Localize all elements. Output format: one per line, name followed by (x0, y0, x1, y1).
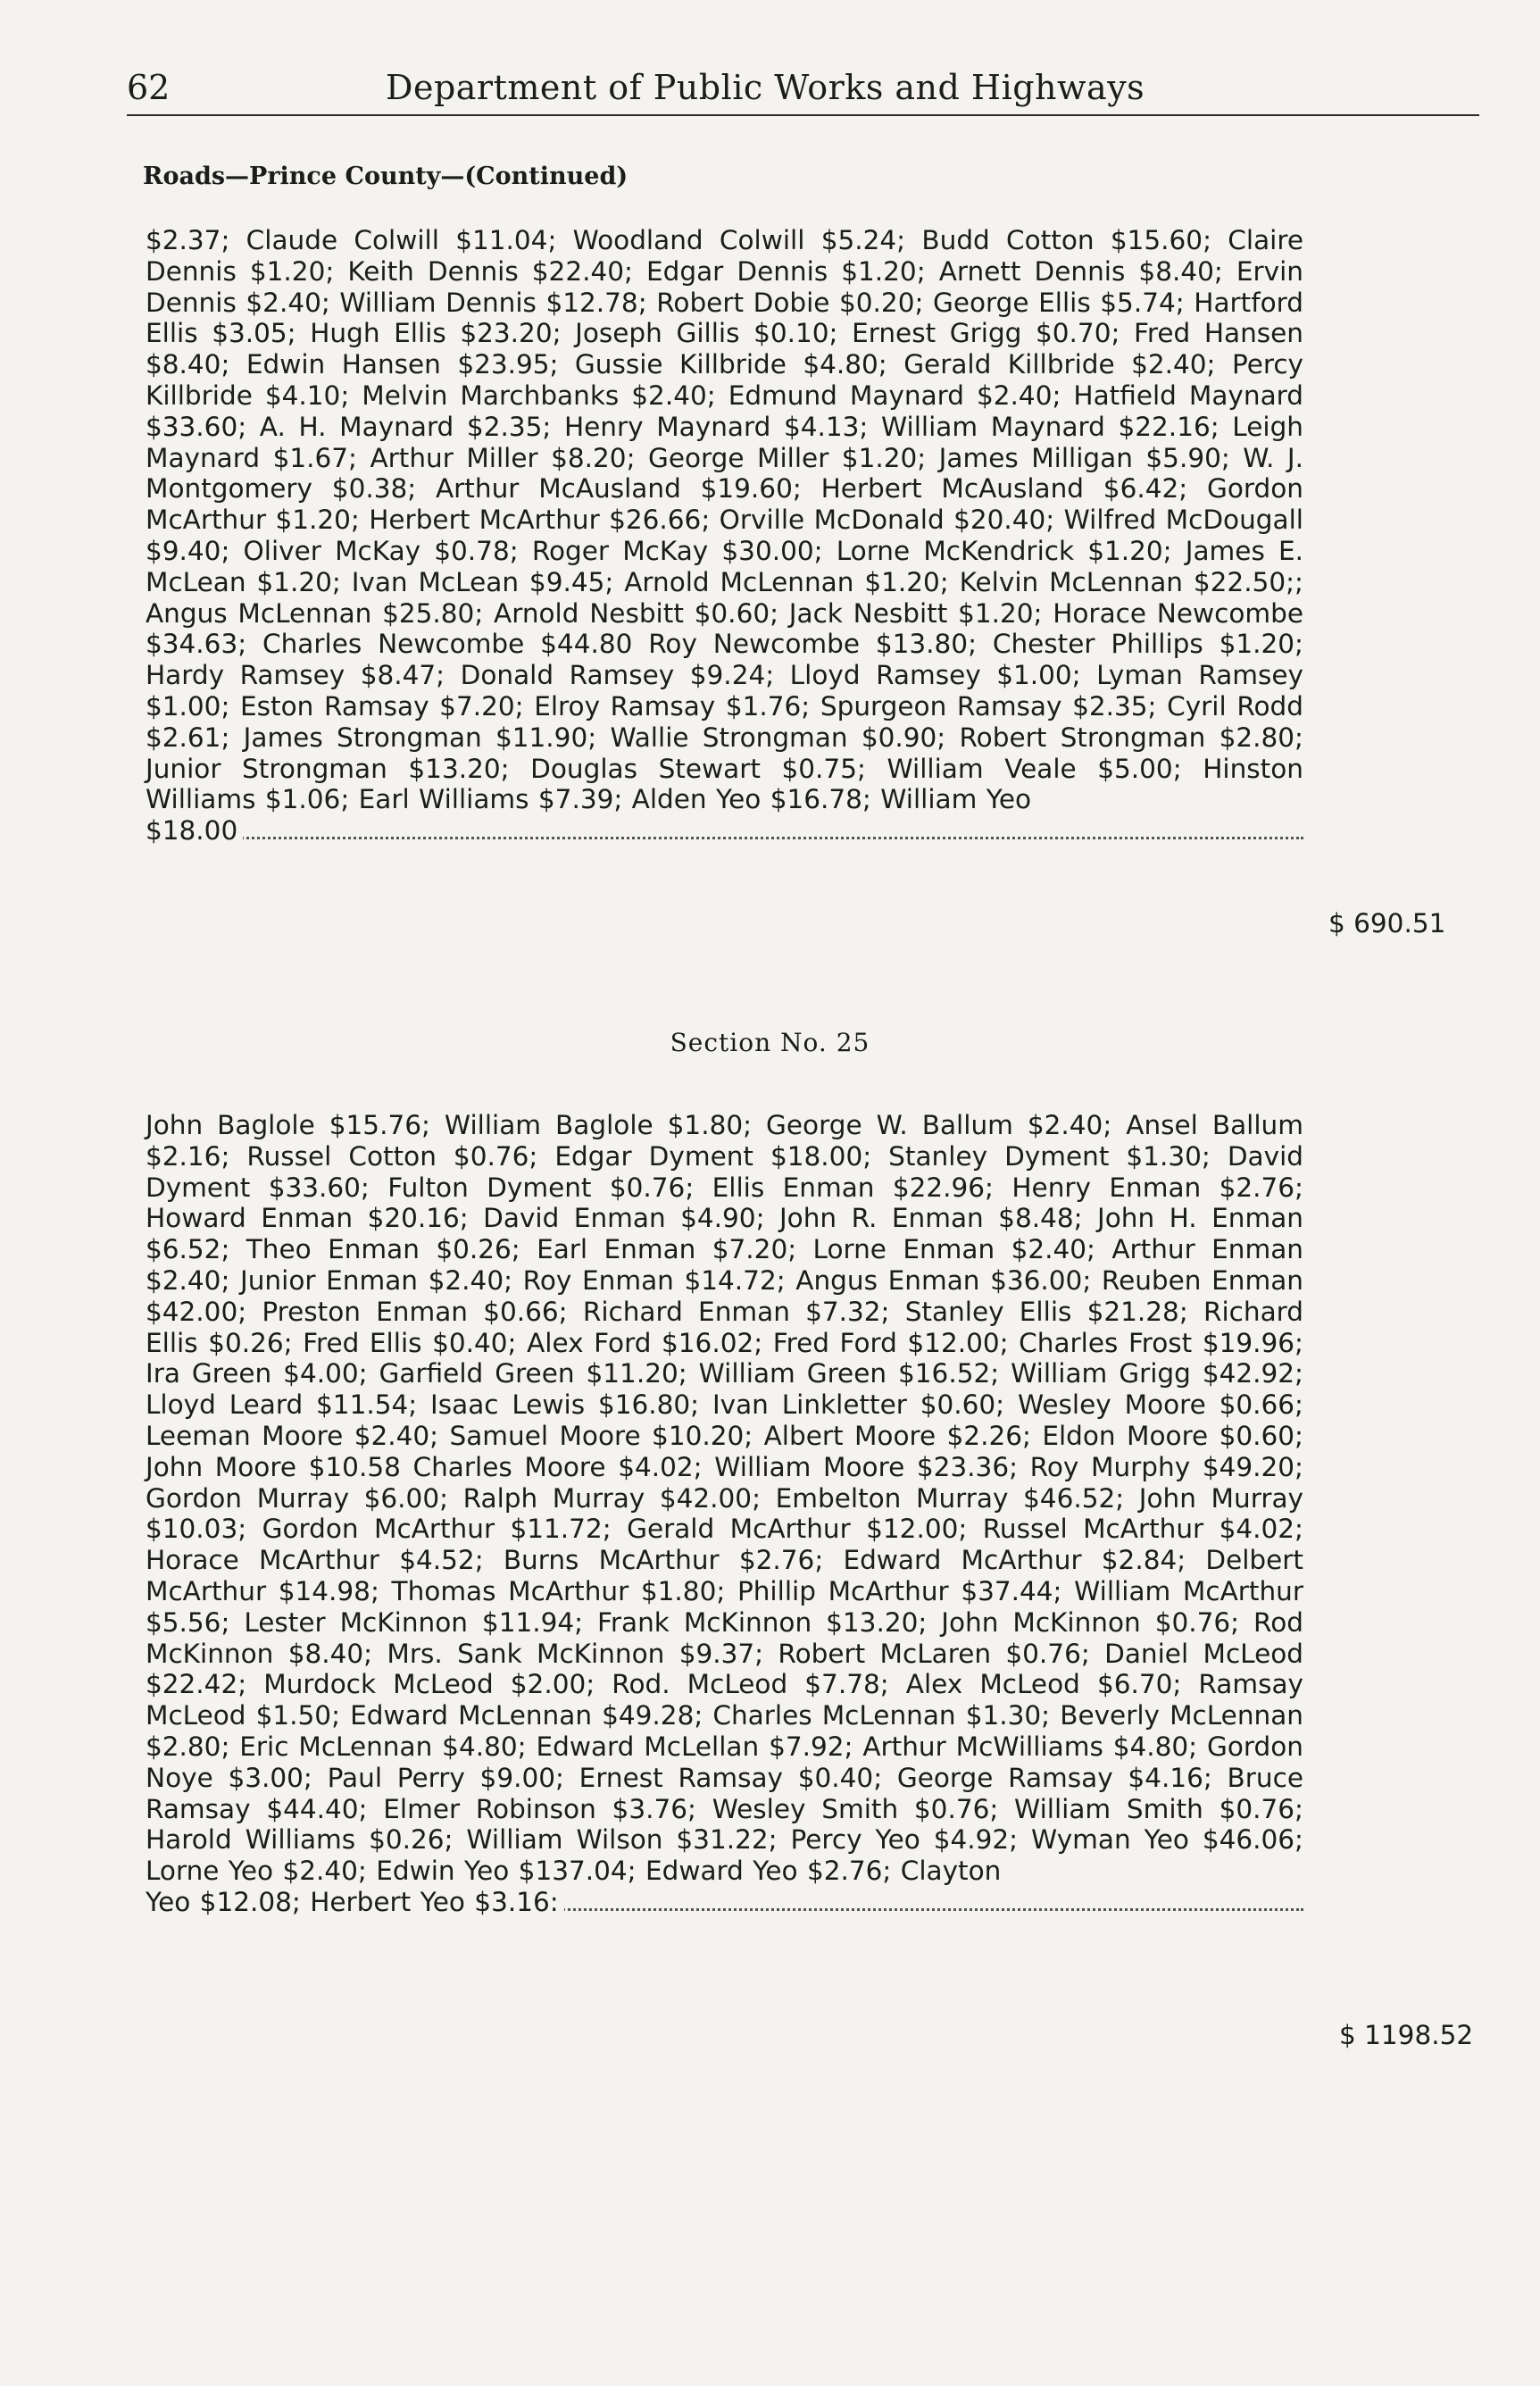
payment-list-section-two (146, 1110, 1303, 1918)
running-title: Department of Public Works and Highways (386, 68, 1145, 107)
section-total: $ 1198.52 (1339, 2020, 1474, 2050)
dot-leader (146, 837, 1303, 839)
continued-heading: Roads—Prince County—(Continued) (143, 163, 628, 190)
last-line-text: Yeo $12.08; Herbert Yeo $3.16: (146, 1887, 564, 1918)
page-header (127, 63, 1479, 113)
page-number: 62 (127, 68, 171, 107)
section-heading: Section No. 25 (670, 1028, 870, 1057)
payment-list-last-line (146, 1887, 1303, 1918)
header-rule (127, 114, 1479, 116)
payment-list-section-one (146, 225, 1303, 847)
payment-list-body: John Baglole $15.76; William Baglole $1.80; George W. Ballum $2.40; Ansel Ballum $2.16; Russel Cotton $0.76; Edgar Dyment $18.00; Stanley Dyment $1.30; David Dyment $33.60; Fulton Dyment $0.76; Ellis Enman $22.96; Henry Enman $2.76; Howard Enman $20.16; David Enman $4.90; John R. Enman $8.48; John H. Enman $6.52; Theo Enman $0.26; Earl Enman $7.20; Lorne Enman $2.40; Arthur Enman $2.40; Junior Enman $2.40; Roy Enman $14.72; Angus Enman $36.00; Reuben Enman $42.00; Preston Enman $0.66; Richard Enman $7.32; Stanley Ellis $21.28; Richard Ellis $0.26; Fred Ellis $0.40; Alex Ford $16.02; Fred Ford $12.00; Charles Frost $19.96; Ira Green $4.00; Garfield Green $11.20; William Green $16.52; William Grigg $42.92; Lloyd Leard $11.54; Isaac Lewis $16.80; Ivan Linkletter $0.60; Wesley Moore $0.66; Leeman Moore $2.40; Samuel Moore $10.20; Albert Moore $2.26; Eldon Moore $0.60; John Moore $10.58 Charles Moore $4.02; William Moore $23.36; Roy Murphy $49.20; Gordon Murray $6.00; Ralph Murray $42.00; Embelton Murray $46.52; John Murray $10.03; Gordon McArthur $11.72; Gerald McArthur $12.00; Russel McArthur $4.02; Horace McArthur $4.52; Burns McArthur $2.76; Edward McArthur $2.84; Delbert McArthur $14.98; Thomas McArthur $1.80; Phillip McArthur $37.44; William McArthur $5.56; Lester McKinnon $11.94; Frank McKinnon $13.20; John McKinnon $0.76; Rod McKinnon $8.40; Mrs. Sank McKinnon $9.37; Robert McLaren $0.76; Daniel McLeod $22.42; Murdock McLeod $2.00; Rod. McLeod $7.78; Alex McLeod $6.70; Ramsay McLeod $1.50; Edward McLennan $49.28; Charles McLennan $1.30; Beverly McLennan $2.80; Eric McLennan $4.80; Edward McLellan $7.92; Arthur McWilliams $4.80; Gordon Noye $3.00; Paul Perry $9.00; Ernest Ramsay $0.40; George Ramsay $4.16; Bruce Ramsay $44.40; Elmer Robinson $3.76; Wesley Smith $0.76; William Smith $0.76; Harold Williams $0.26; William Wilson $31.22; Percy Yeo $4.92; Wyman Yeo $46.06; Lorne Yeo $2.40; Edwin Yeo $137.04; Edward Yeo $2.76; Clayton (146, 1110, 1303, 1887)
last-line-text: $18.00 (146, 815, 243, 847)
section-total: $ 690.51 (1328, 908, 1446, 939)
payment-list-body: $2.37; Claude Colwill $11.04; Woodland Colwill $5.24; Budd Cotton $15.60; Claire Dennis $1.20; Keith Dennis $22.40; Edgar Dennis $1.20; Arnett Dennis $8.40; Ervin Dennis $2.40; William Dennis $12.78; Robert Dobie $0.20; George Ellis $5.74; Hartford Ellis $3.05; Hugh Ellis $23.20; Joseph Gillis $0.10; Ernest Grigg $0.70; Fred Hansen $8.40; Edwin Hansen $23.95; Gussie Killbride $4.80; Gerald Killbride $2.40; Percy Killbride $4.10; Melvin Marchbanks $2.40; Edmund Maynard $2.40; Hatfield Maynard $33.60; A. H. Maynard $2.35; Henry Maynard $4.13; William Maynard $22.16; Leigh Maynard $1.67; Arthur Miller $8.20; George Miller $1.20; James Milligan $5.90; W. J. Montgomery $0.38; Arthur McAusland $19.60; Herbert McAusland $6.42; Gordon McArthur $1.20; Herbert McArthur $26.66; Orville McDonald $20.40; Wilfred McDougall $9.40; Oliver McKay $0.78; Roger McKay $30.00; Lorne McKendrick $1.20; James E. McLean $1.20; Ivan McLean $9.45; Arnold McLennan $1.20; Kelvin McLennan $22.50;; Angus McLennan $25.80; Arnold Nesbitt $0.60; Jack Nesbitt $1.20; Horace Newcombe $34.63; Charles Newcombe $44.80 Roy Newcombe $13.80; Chester Phillips $1.20; Hardy Ramsey $8.47; Donald Ramsey $9.24; Lloyd Ramsey $1.00; Lyman Ramsey $1.00; Eston Ramsay $7.20; Elroy Ramsay $1.76; Spurgeon Ramsay $2.35; Cyril Rodd $2.61; James Strongman $11.90; Wallie Strongman $0.90; Robert Strongman $2.80; Junior Strongman $13.20; Douglas Stewart $0.75; William Veale $5.00; Hinston Williams $1.06; Earl Williams $7.39; Alden Yeo $16.78; William Yeo (146, 225, 1303, 815)
payment-list-last-line (146, 815, 1303, 847)
